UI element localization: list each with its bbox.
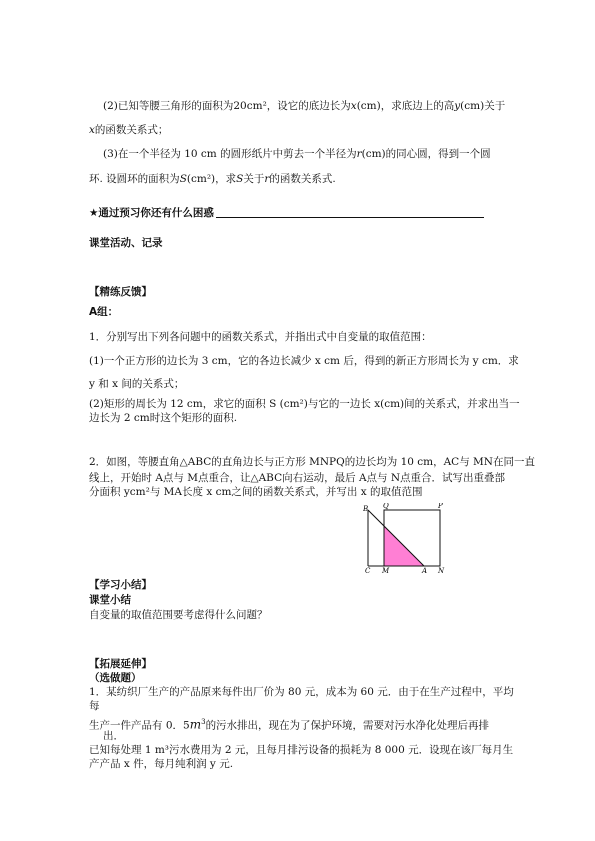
q3-text-c: 环. 设圆环的面积为 bbox=[89, 173, 180, 185]
summary-subheading: 课堂小结 bbox=[89, 594, 131, 606]
q2-text-b: (cm)，求底边上的高 bbox=[356, 100, 455, 112]
problem1-part1-line2: y 和 x 间的关系式； bbox=[89, 378, 185, 390]
triangle-square-figure bbox=[363, 503, 445, 573]
extension-line5: 已知每处理 1 m³污水费用为 2 元，且每月排污设备的损耗为 8 000 元．设现在该厂每月生 bbox=[89, 744, 514, 756]
preview-question: ★通过预习你还有什么困惑 bbox=[89, 207, 214, 219]
label-p: P bbox=[438, 503, 443, 510]
summary-heading: 【学习小结】 bbox=[89, 579, 152, 591]
group-a-label: A组： bbox=[89, 306, 119, 318]
q3-text-b: (cm)的同心圆，得到一个圆 bbox=[361, 148, 491, 160]
extension-line2: 每 bbox=[89, 700, 100, 712]
label-c: C bbox=[365, 567, 371, 573]
label-m: M bbox=[382, 567, 390, 573]
extension-line6: 产产品 x 件，每月纯利润 y 元. bbox=[89, 758, 234, 770]
extension-line1: 1．某纺织厂生产的产品原来每件出厂价为 80 元，成本为 60 元．由于在生产过程中，平均 bbox=[89, 686, 514, 698]
q2-var-x: x bbox=[350, 100, 357, 112]
problem1-part2-line1: (2)矩形的周长为 12 cm，求它的面积 S (cm²)与它的一边长 x(cm)间的关系式，并求出当一 bbox=[89, 398, 520, 410]
q2-text-c: (cm)关于 bbox=[460, 100, 506, 112]
unit-cubed: 3 bbox=[201, 718, 206, 726]
extension-line3-a: 生产一件产品有 0．5 bbox=[89, 719, 190, 732]
extension-heading: 【拓展延伸】 bbox=[89, 658, 152, 670]
q2-text-a: (2)已知等腰三角形的面积为20cm²，设它的底边长为 bbox=[103, 100, 351, 112]
label-b: B bbox=[363, 505, 369, 513]
q3-text-d: (cm²)，求 bbox=[186, 173, 237, 185]
q3-line1 bbox=[103, 147, 491, 161]
extension-line4: 出． bbox=[103, 730, 124, 742]
q3-text-a: (3)在一个半径为 10 cm 的圆形纸片中剪去一个半径为 bbox=[103, 148, 357, 160]
answer-blank-line bbox=[216, 217, 484, 218]
summary-question: 自变量的取值范围要考虑得什么问题？ bbox=[89, 609, 268, 621]
problem1-part1-line1: (1)一个正方形的边长为 3 cm，它的各边长减少 x cm 后，得到的新正方形周长为 y cm．求 bbox=[89, 355, 519, 367]
problem2-line1: 2．如图，等腰直角△ABC的直角边长与正方形 MNPQ的边长均为 10 cm，AC与 MN在同一直 bbox=[89, 456, 535, 468]
q3-line2 bbox=[89, 172, 336, 186]
q3-text-e: 关于 bbox=[243, 173, 265, 185]
label-n: N bbox=[438, 567, 445, 573]
problem1-part2-line2: 边长为 2 cm时这个矩形的面积. bbox=[89, 412, 238, 424]
q2-var-y: y bbox=[454, 100, 461, 112]
problem2-line3: 分面积 ycm²与 MA长度 x cm之间的函数关系式，并写出 x 的取值范围 bbox=[89, 486, 423, 498]
class-activity-title: 课堂活动、记录 bbox=[89, 237, 163, 249]
problem1-intro: 1．分别写出下列各问题中的函数关系式，并指出式中自变量的取值范围： bbox=[89, 331, 432, 343]
q3-var-r: r bbox=[356, 148, 362, 160]
q2-line2 bbox=[89, 123, 168, 137]
extension-line3-b: 的污水排出，现在为了保护环境，需要对污水净化处理后再排 bbox=[205, 719, 490, 732]
q3-text-f: 的函数关系式. bbox=[269, 173, 336, 185]
optional-label: （选做题） bbox=[89, 672, 142, 684]
q3-var-S: S bbox=[179, 173, 187, 185]
q3-var-S2: S bbox=[236, 173, 244, 185]
feedback-heading: 【精练反馈】 bbox=[89, 286, 152, 298]
q2-var-x2: x bbox=[89, 124, 95, 136]
label-a: A bbox=[422, 567, 428, 573]
q2-line1 bbox=[103, 99, 505, 113]
q2-text-d: 的函数关系式； bbox=[94, 124, 169, 136]
extension-line3 bbox=[89, 715, 489, 733]
unit-m: m bbox=[189, 717, 202, 732]
problem2-line2: 线上，开始时 A点与 M点重合，让△ABC向右运动，最后 A点与 N点重合．试写出重叠部 bbox=[89, 472, 506, 484]
q3-var-r2: r bbox=[264, 173, 270, 185]
label-q: Q bbox=[383, 503, 389, 510]
